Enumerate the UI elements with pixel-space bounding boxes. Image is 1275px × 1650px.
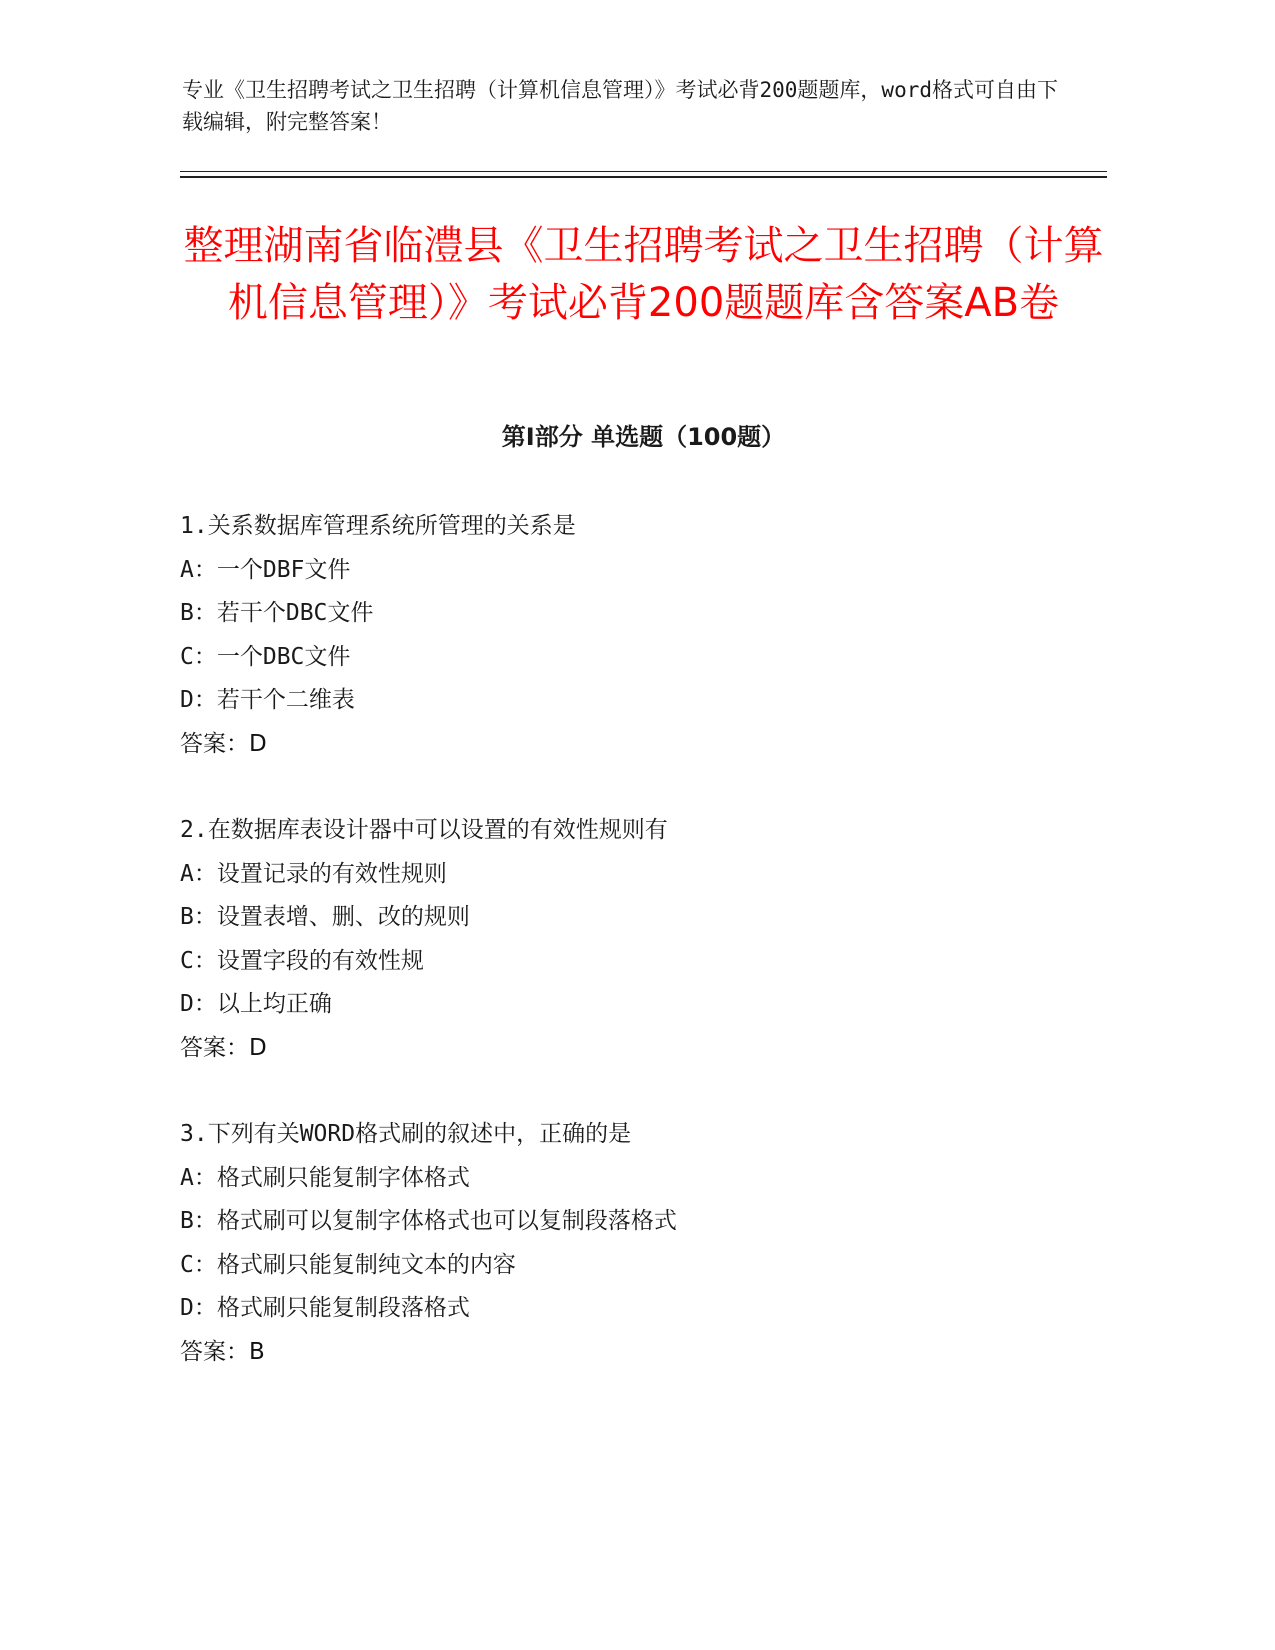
answer: 答案：B [180,1338,265,1365]
answer: 答案：D [180,1034,267,1061]
header-divider-thin [180,171,1107,172]
question-3 [180,1113,1107,1374]
section-title: 第Ⅰ部分 单选题（100题） [501,423,786,451]
question-2 [180,809,1107,1070]
option-b: B：设置表增、删、改的规则 [180,904,470,930]
header-divider-thick [180,176,1107,178]
option-b: B：若干个DBC文件 [180,600,374,626]
question-stem: 2.在数据库表设计器中可以设置的有效性规则有 [180,817,668,843]
option-c: C：一个DBC文件 [180,643,351,670]
header-note: 专业《卫生招聘考试之卫生招聘（计算机信息管理）》考试必背200题题库，word格式可自由下载编辑，附完整答案！ [182,78,1058,134]
answer: 答案：D [180,730,267,757]
option-d: D：以上均正确 [180,991,332,1017]
option-d: D：格式刷只能复制段落格式 [180,1295,470,1321]
option-a: A：一个DBF文件 [180,556,351,583]
option-c: C：设置字段的有效性规 [180,947,424,974]
option-a: A：设置记录的有效性规则 [180,860,447,887]
question-1 [180,505,1107,766]
option-d: D：若干个二维表 [180,687,355,713]
option-b: B：格式刷可以复制字体格式也可以复制段落格式 [180,1208,677,1234]
question-list [180,505,1107,1417]
question-stem: 3.下列有关WORD格式刷的叙述中，正确的是 [180,1121,632,1147]
option-c: C：格式刷只能复制纯文本的内容 [180,1251,516,1278]
option-a: A：格式刷只能复制字体格式 [180,1164,470,1191]
question-stem: 1.关系数据库管理系统所管理的关系是 [180,513,576,539]
document-title: 整理湖南省临澧县《卫生招聘考试之卫生招聘（计算机信息管理）》考试必背200题题库含答案AB卷 [183,223,1104,326]
